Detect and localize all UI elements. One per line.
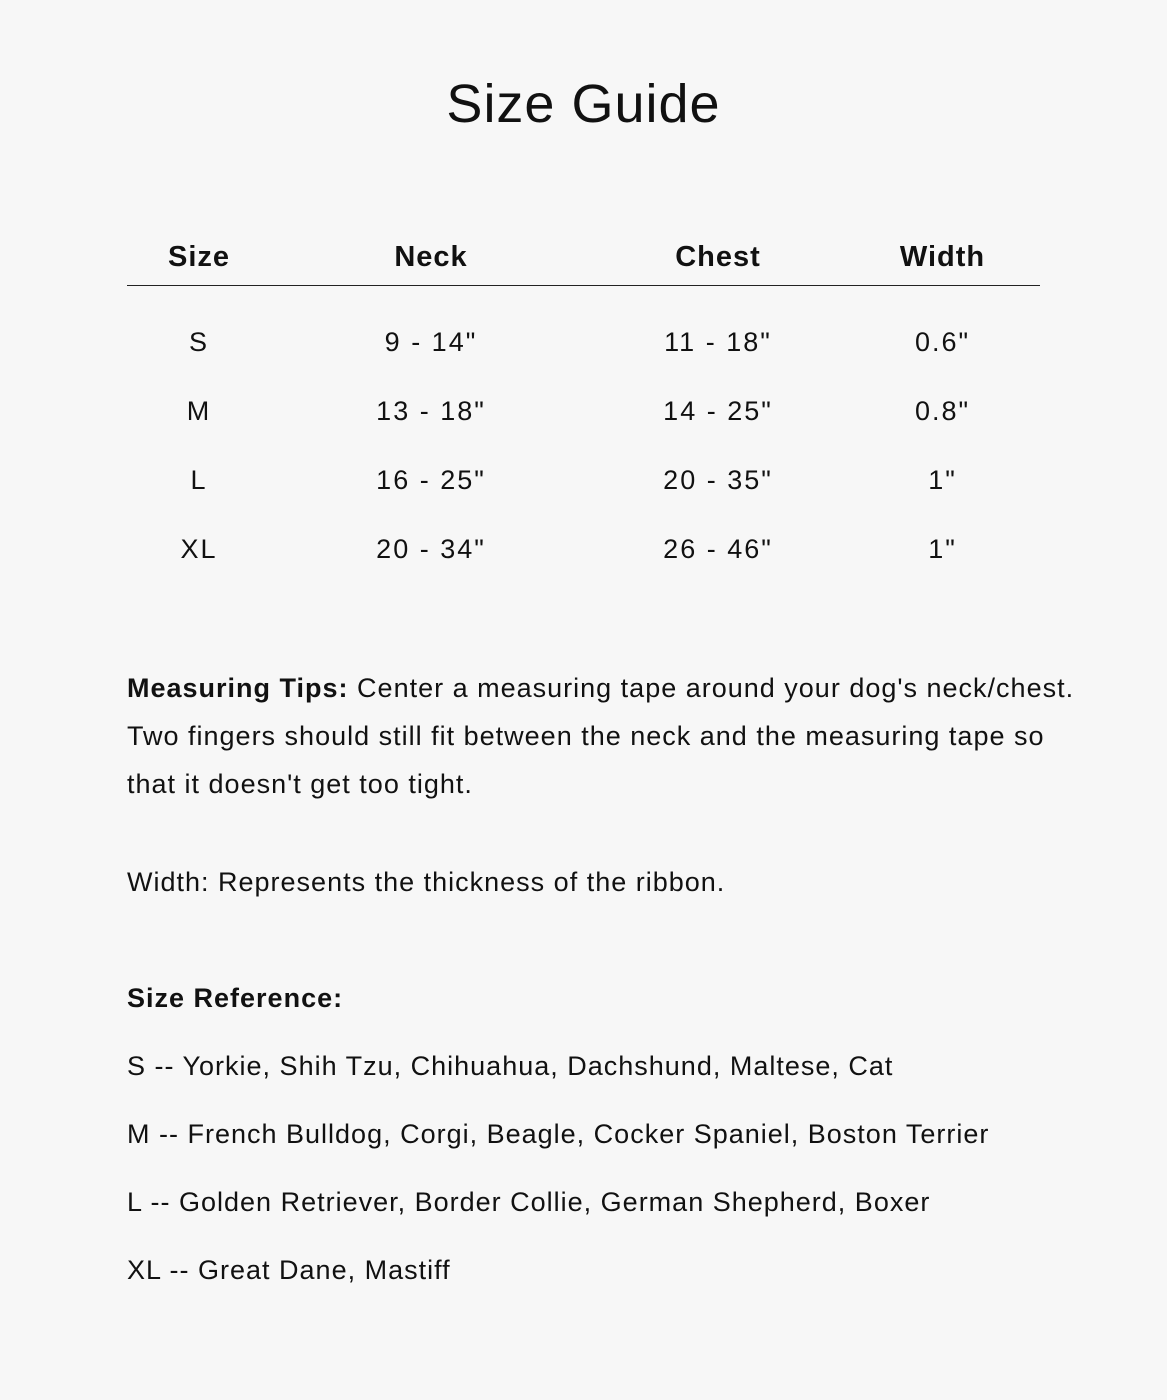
cell-size: XL [180, 534, 218, 564]
cell-width: 0.8" [914, 396, 971, 426]
cell-chest: 11 - 18" [664, 327, 772, 357]
cell-size: L [190, 465, 208, 495]
size-table [127, 230, 1040, 584]
cell-width: 1" [928, 534, 957, 564]
header-chest: Chest [591, 230, 845, 286]
measuring-tips [127, 664, 1087, 808]
cell-width: 0.6" [914, 327, 971, 357]
cell-neck: 13 - 18" [376, 396, 486, 426]
cell-size: M [186, 396, 212, 426]
header-size: Size [127, 230, 271, 286]
table-row [127, 286, 1040, 378]
cell-neck: 9 - 14" [384, 327, 478, 357]
size-reference-list [127, 1042, 1127, 1314]
cell-size: S [188, 327, 209, 357]
table-row [127, 446, 1040, 515]
list-item: M -- French Bulldog, Corgi, Beagle, Cocker Spaniel, Boston Terrier [127, 1119, 990, 1149]
header-neck: Neck [271, 230, 591, 286]
list-item: XL -- Great Dane, Mastiff [127, 1255, 451, 1285]
size-reference-heading: Size Reference: [127, 983, 344, 1013]
table-row [127, 515, 1040, 584]
cell-chest: 14 - 25" [663, 396, 773, 426]
table-header-row [127, 230, 1040, 286]
list-item: S -- Yorkie, Shih Tzu, Chihuahua, Dachshund, Maltese, Cat [127, 1051, 894, 1081]
cell-width: 1" [928, 465, 957, 495]
page-title: Size Guide [446, 74, 721, 134]
width-note: Width: Represents the thickness of the ribbon. [127, 867, 726, 897]
header-width: Width [845, 230, 1040, 286]
list-item: L -- Golden Retriever, Border Collie, German Shepherd, Boxer [127, 1187, 931, 1217]
table-row [127, 377, 1040, 446]
cell-chest: 26 - 46" [663, 534, 773, 564]
cell-neck: 16 - 25" [376, 465, 486, 495]
cell-chest: 20 - 35" [663, 465, 773, 495]
measuring-tips-label: Measuring Tips: [127, 673, 349, 703]
measuring-tips-text: Center a measuring tape around your dog's neck/chest. Two fingers should still fit between the neck and the measuring tape so that it doesn't get too tight. [127, 673, 1075, 799]
cell-neck: 20 - 34" [376, 534, 486, 564]
